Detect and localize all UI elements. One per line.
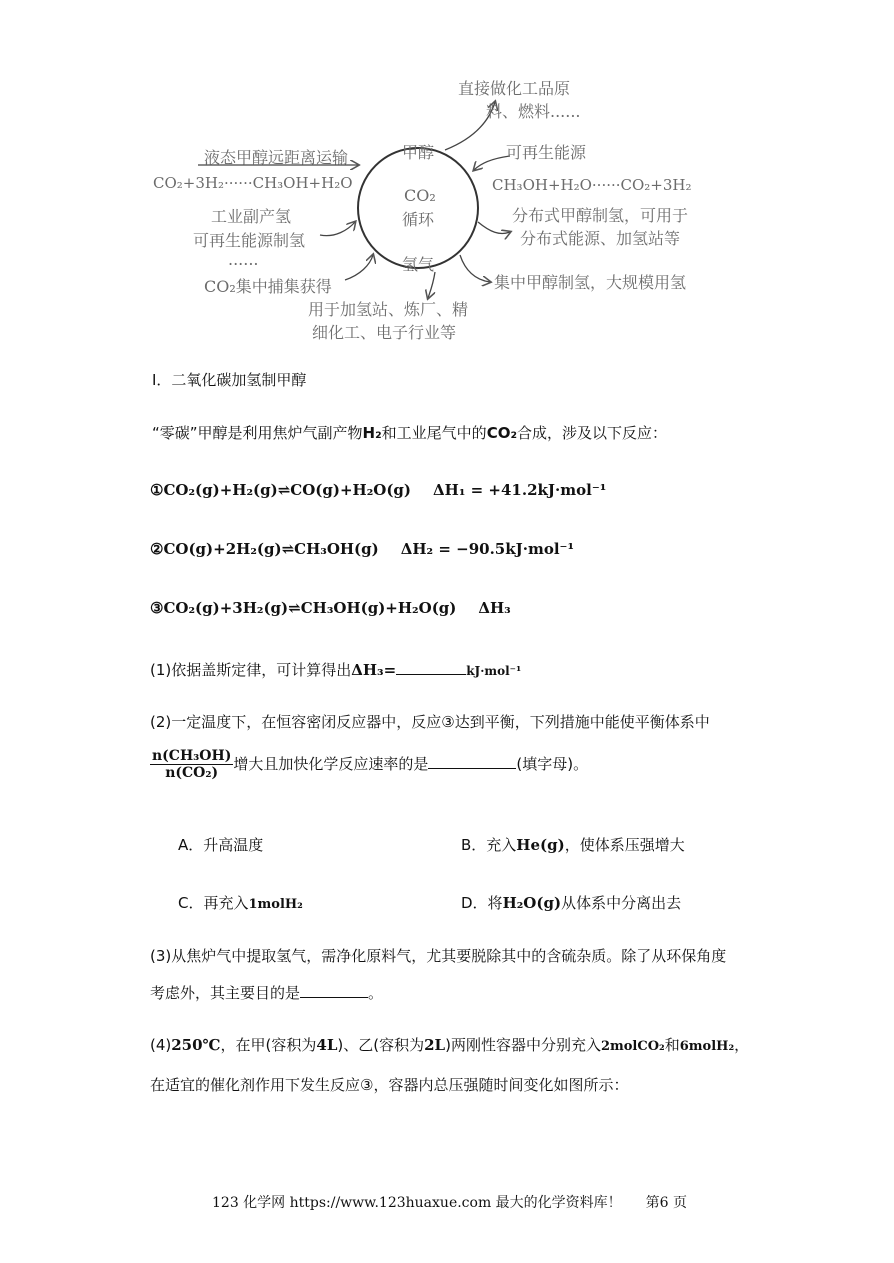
q4-part: ， <box>734 1036 750 1054</box>
diagram-center-co2: CO₂ <box>404 186 436 205</box>
reaction-1 <box>150 481 606 499</box>
q4-part: ，在甲(容积为 <box>220 1036 317 1054</box>
q3-line2-end: 。 <box>368 984 384 1002</box>
diagram-liquid-transport-label: 液态甲醇远距离运输 <box>204 148 349 167</box>
q2-line2-end: (填字母)。 <box>516 755 589 773</box>
question-3-line-1: (3)从焦炉气中提取氢气，需净化原料气，尤其要脱除其中的含硫杂质。除了从环保角度 <box>150 947 727 965</box>
q4-volume-a: 4L <box>316 1036 338 1054</box>
diagram-top-right-2: 料、燃料...... <box>486 102 581 121</box>
question-2-line-1: (2)一定温度下，在恒容密闭反应器中，反应③达到平衡，下列措施中能使平衡体系中 <box>150 713 710 731</box>
intro-text-a: “零碳”甲醇是利用焦炉气副产物 <box>152 424 363 442</box>
q2-answer-blank[interactable] <box>428 754 516 769</box>
diagram-renewable-h2: 可再生能源制氢 <box>193 231 306 250</box>
option-b-rest: ，使体系压强增大 <box>564 836 685 854</box>
intro-h2: H₂ <box>362 424 382 442</box>
diagram-distributed-2: 分布式能源、加氢站等 <box>520 229 681 248</box>
diagram-center-cycle: 循环 <box>402 210 435 229</box>
question-3-line-2 <box>150 982 383 1003</box>
page-footer <box>212 1192 687 1212</box>
footer-page-number: 第6 页 <box>645 1195 688 1211</box>
diagram-use-1: 用于加氢站、炼厂、精 <box>308 300 469 319</box>
diagram-use-2: 细化工、电子行业等 <box>312 323 457 342</box>
section-title: I．二氧化碳加氢制甲醇 <box>152 371 307 389</box>
q4-volume-b: 2L <box>424 1036 446 1054</box>
q1-unit: kJ·mol⁻¹ <box>466 664 522 678</box>
reaction-number: ② <box>150 540 164 558</box>
diagram-ellipsis: ...... <box>228 250 259 269</box>
intro-text-b: 和工业尾气中的 <box>381 424 487 442</box>
reaction-equation: CO(g)+2H₂(g)⇌CH₃OH(g) <box>163 540 379 558</box>
diagram-hydrogen-label: 氢气 <box>402 255 435 274</box>
reaction-2 <box>150 540 574 558</box>
option-d-chem: H₂O(g) <box>502 894 562 912</box>
option-a <box>178 834 263 855</box>
q1-answer-blank[interactable] <box>396 660 466 675</box>
reaction-number: ① <box>150 481 164 499</box>
intro-co2: CO₂ <box>486 424 518 442</box>
q1-text: (1)依据盖斯定律，可计算得出 <box>150 661 352 679</box>
question-4-line-1 <box>150 1034 749 1055</box>
option-c-chem: 1molH₂ <box>248 897 303 912</box>
diagram-centralized-label: 集中甲醇制氢，大规模用氢 <box>494 273 687 292</box>
q4-part: 和 <box>664 1036 680 1054</box>
diagram-left-equation: CO₂+3H₂······CH₃OH+H₂O <box>153 174 353 192</box>
q1-variable: ΔH₃= <box>351 661 397 679</box>
reaction-enthalpy: ΔH₁ = +41.2kJ·mol⁻¹ <box>433 481 607 499</box>
reaction-enthalpy: ΔH₃ <box>478 599 511 617</box>
option-b-chem: He(g) <box>516 836 565 854</box>
footer-site: 123 化学网 https://www.123huaxue.com 最大的化学资料库！ <box>212 1195 622 1211</box>
option-d <box>461 892 681 913</box>
option-c-label: C．再充入 <box>178 894 249 912</box>
reaction-equation: CO₂(g)+3H₂(g)⇌CH₃OH(g)+H₂O(g) <box>163 599 457 617</box>
fraction-denominator: n(CO₂) <box>165 765 219 781</box>
q4-part: )、乙(容积为 <box>337 1036 425 1054</box>
option-d-rest: 从体系中分离出去 <box>561 894 682 912</box>
diagram-distributed-1: 分布式甲醇制氢，可用于 <box>512 206 689 225</box>
diagram-methanol-label: 甲醇 <box>402 143 435 162</box>
reaction-3 <box>150 599 511 617</box>
diagram-renewable-label: 可再生能源 <box>506 143 587 162</box>
q4-amount-h2: 6molH₂ <box>679 1039 735 1054</box>
option-d-label: D．将 <box>461 894 503 912</box>
option-a-label: A．升高温度 <box>178 836 264 854</box>
option-b <box>461 834 685 855</box>
intro-paragraph <box>152 422 667 443</box>
option-b-label: B．充入 <box>461 836 517 854</box>
q4-part: )两刚性容器中分别充入 <box>445 1036 601 1054</box>
diagram-top-right-1: 直接做化工品原 <box>458 79 571 98</box>
reaction-enthalpy: ΔH₂ = −90.5kJ·mol⁻¹ <box>400 540 575 558</box>
question-1 <box>150 659 521 680</box>
diagram-industrial-h2: 工业副产氢 <box>211 207 292 226</box>
intro-text-c: 合成，涉及以下反应： <box>517 424 668 442</box>
reaction-number: ③ <box>150 599 164 617</box>
diagram-right-equation: CH₃OH+H₂O······CO₂+3H₂ <box>492 176 692 194</box>
q4-part: (4) <box>150 1036 172 1054</box>
question-2-line-2 <box>150 748 588 781</box>
q3-answer-blank[interactable] <box>300 983 368 998</box>
option-c <box>178 892 303 913</box>
fraction-numerator: n(CH₃OH) <box>152 748 232 764</box>
mole-ratio-fraction <box>150 748 233 781</box>
question-4-line-2: 在适宜的催化剂作用下发生反应③，容器内总压强随时间变化如图所示： <box>150 1076 629 1094</box>
q4-amount-co2: 2molCO₂ <box>600 1039 665 1054</box>
q2-line2-text: 增大且加快化学反应速率的是 <box>233 755 429 773</box>
q3-line2-text: 考虑外，其主要目的是 <box>150 984 301 1002</box>
diagram-capture-label: CO₂集中捕集获得 <box>204 277 332 296</box>
reaction-equation: CO₂(g)+H₂(g)⇌CO(g)+H₂O(g) <box>163 481 412 499</box>
q4-temperature: 250℃ <box>171 1036 221 1054</box>
